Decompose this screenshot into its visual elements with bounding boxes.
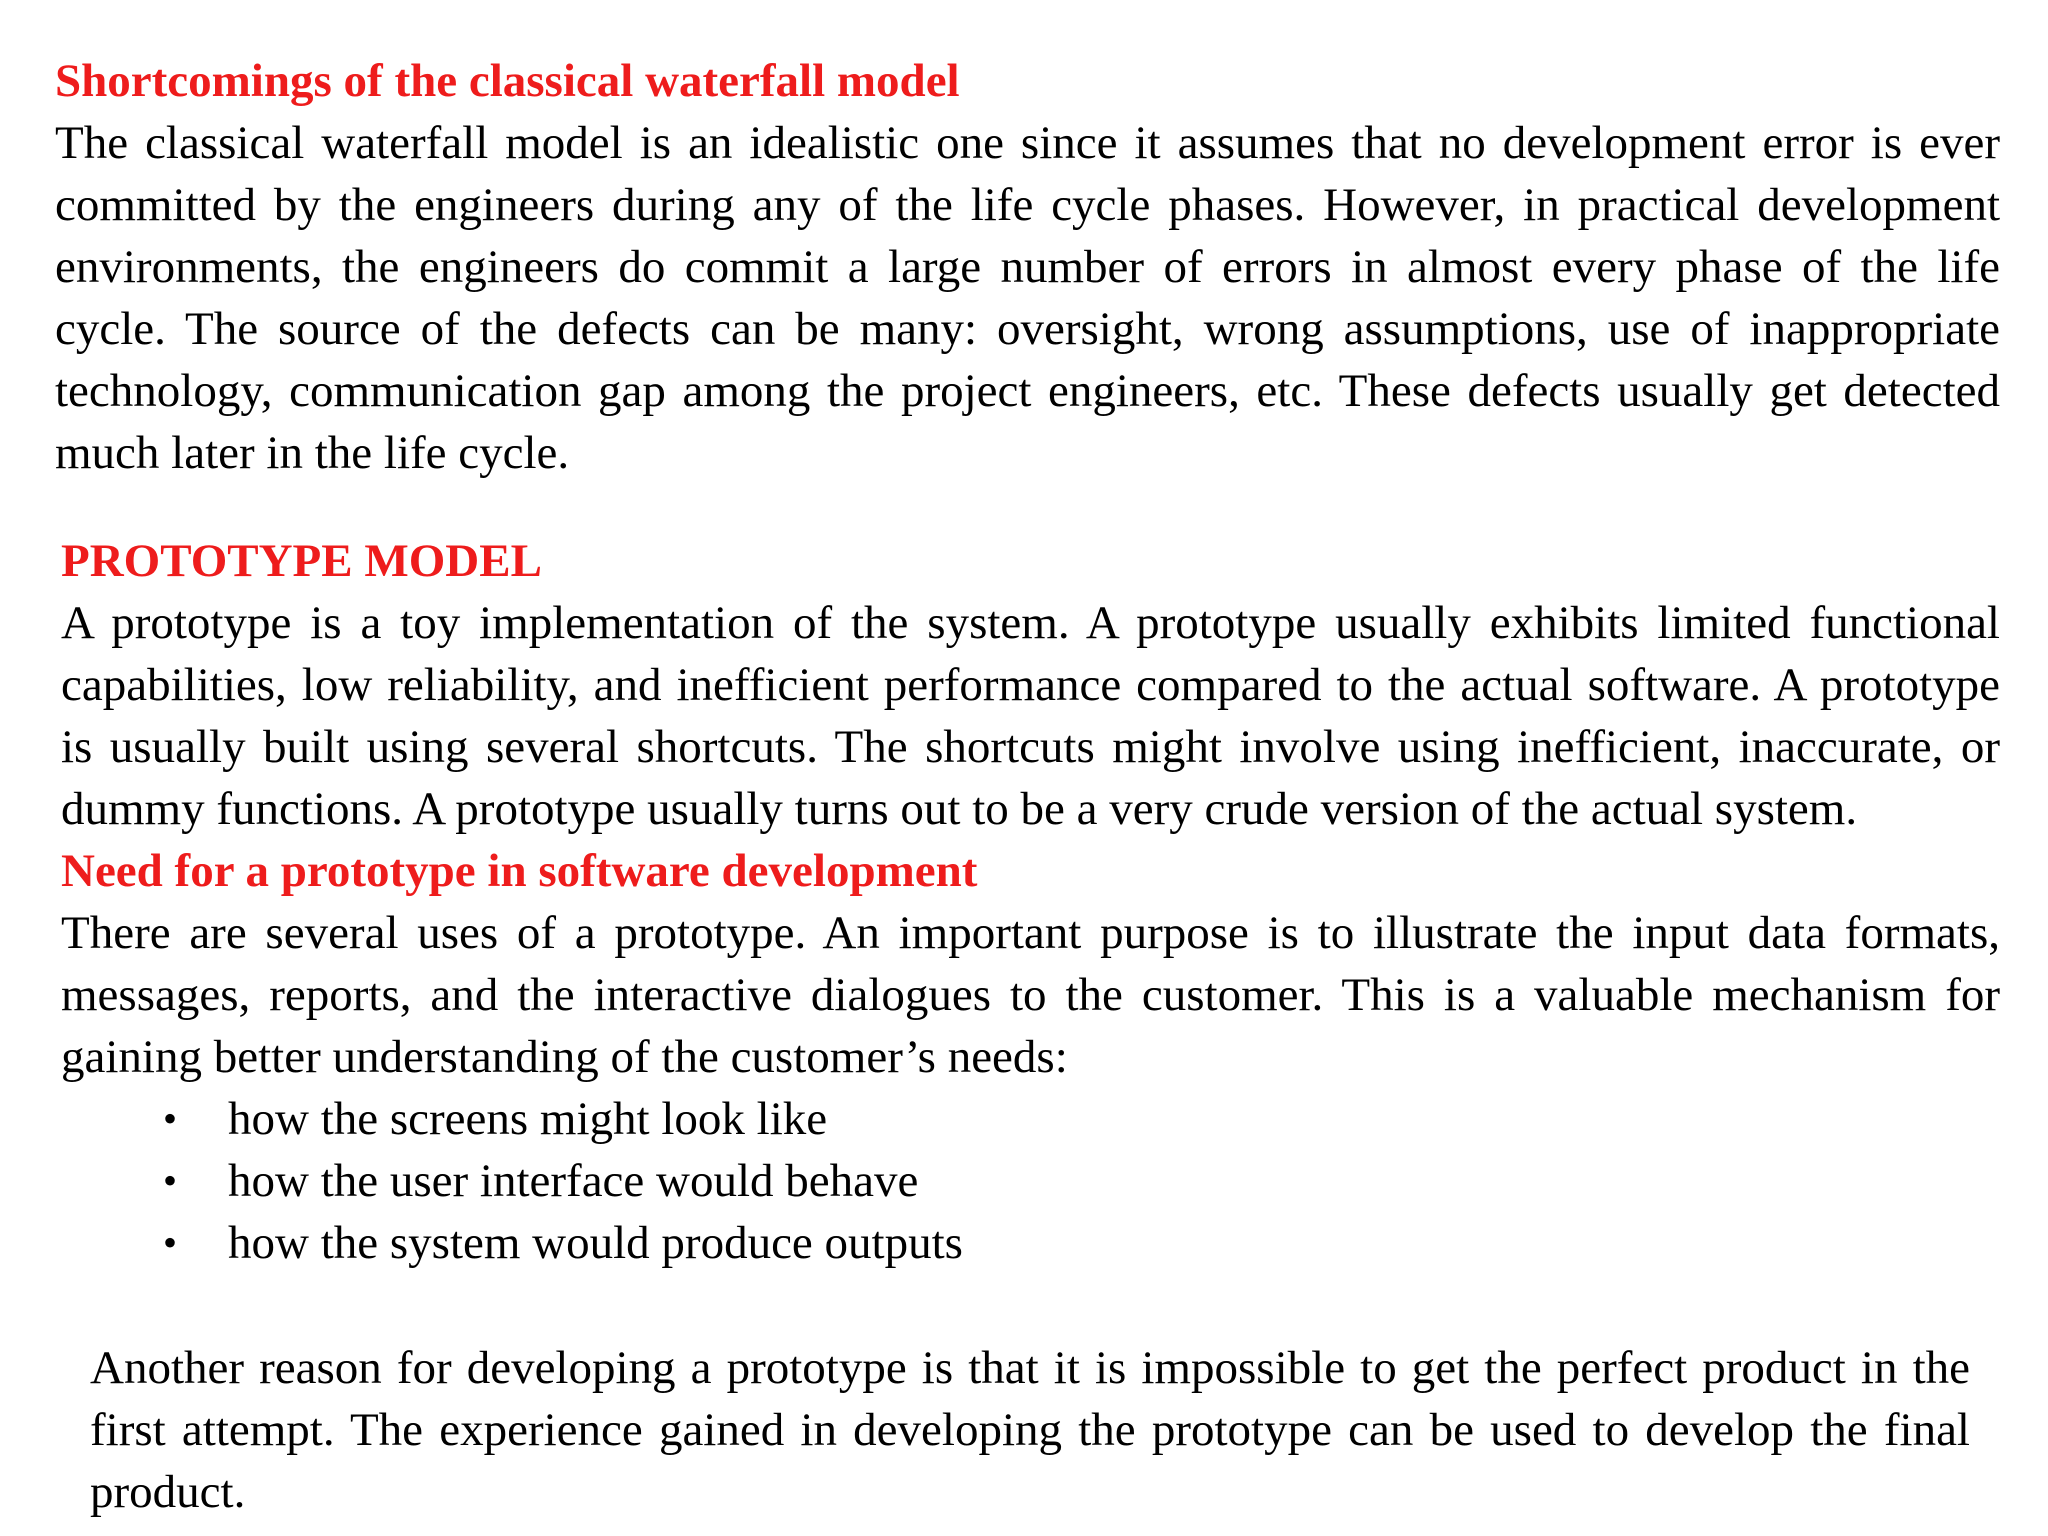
waterfall-heading: Shortcomings of the classical waterfall model [55, 55, 960, 107]
waterfall-section [55, 50, 2000, 484]
list-item [61, 1150, 2000, 1212]
bullet-icon: • [163, 1220, 178, 1265]
prototype-section [61, 530, 2000, 1274]
bullet-text: how the screens might look like [228, 1093, 828, 1145]
need-heading: Need for a prototype in software development [61, 845, 978, 897]
bullet-text: how the system would produce outputs [228, 1217, 963, 1269]
prototype-paragraph: A prototype is a toy implementation of the system. A prototype usually exhibits limited functional capabilities, low reliability, and inefficient performance compared to the actual software. A prototype is usually built using several shortcuts. The shortcuts might involve using inefficient, inaccurate, or dummy functions. A prototype usually turns out to be a very crude version of the actual system. [61, 597, 2000, 835]
bullet-icon: • [163, 1158, 178, 1203]
bullet-icon: • [163, 1096, 178, 1141]
prototype-heading: PROTOTYPE MODEL [61, 535, 542, 587]
need-paragraph: There are several uses of a prototype. An important purpose is to illustrate the input data formats, messages, reports, and the interactive dialogues to the customer. This is a valuable mechanism for gaining better understanding of the customer’s needs: [61, 907, 2000, 1083]
another-reason-paragraph: Another reason for developing a prototype is that it is impossible to get the perfect product in the first attempt. The experience gained in developing the prototype can be used to develop the final product. [90, 1342, 1970, 1518]
another-reason-section [90, 1337, 1970, 1523]
waterfall-paragraph: The classical waterfall model is an idealistic one since it assumes that no development error is ever committed by the engineers during any of the life cycle phases. However, in practical development environments, the engineers do commit a large number of errors in almost every phase of the life cycle. The source of the defects can be many: oversight, wrong assumptions, use of inappropriate technology, communication gap among the project engineers, etc. These defects usually get detected much later in the life cycle. [55, 117, 2000, 479]
list-item [61, 1212, 2000, 1274]
list-item [61, 1088, 2000, 1150]
needs-bullet-list [61, 1088, 2000, 1274]
bullet-text: how the user interface would behave [228, 1155, 919, 1207]
